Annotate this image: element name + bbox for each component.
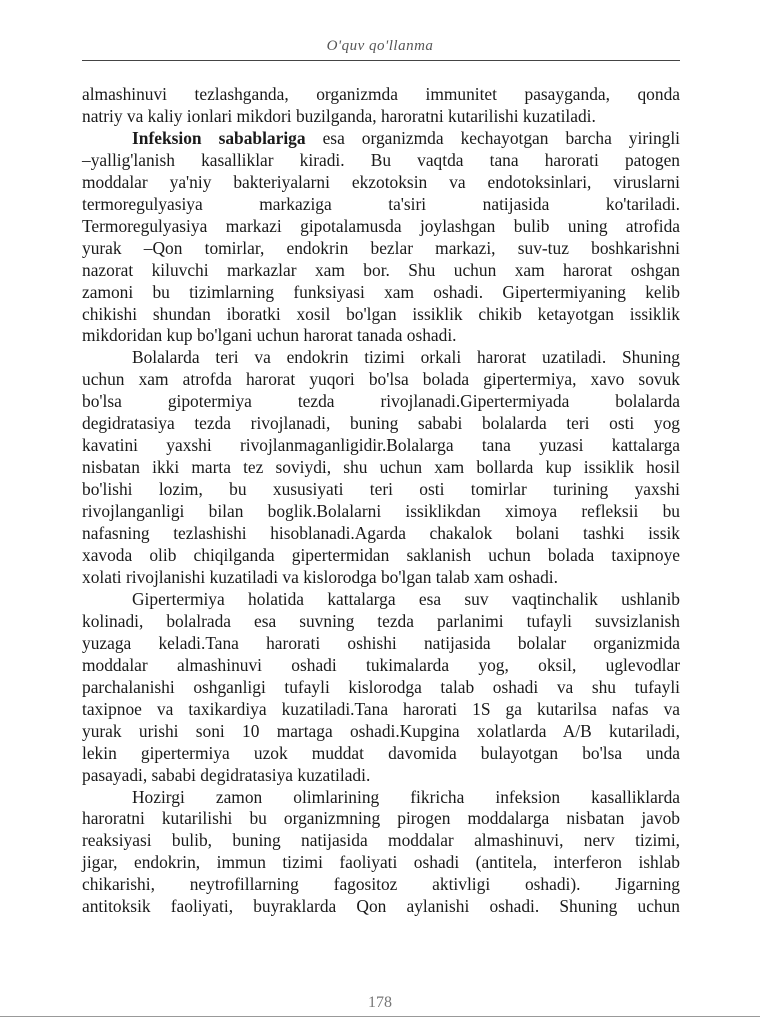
paragraph-1: [82, 84, 680, 128]
text-line: nisbatan ikki marta tez soviydi, shu uchun xam bollarda kup issiklik hosil: [82, 457, 680, 478]
text-line: yurak urishi soni 10 martaga oshadi.Kupgina xolatlarda A/B kutariladi,: [82, 720, 680, 741]
text-line: bo'lishi lozim, bu xususiyati teri osti tomirlar turining yaxshi: [82, 479, 680, 500]
text-line: chikishi shundan iboratki xosil bo'lgan issiklik chikib ketayotgan issiklik: [82, 303, 680, 324]
text-line: antitoksik faoliyati, buyraklarda Qon aylanishi oshadi. Shuning uchun: [82, 896, 680, 917]
text-line: Hozirgi zamon olimlarining fikricha infeksion kasalliklarda: [132, 786, 680, 807]
text-line: kolinadi, bolalrada esa suvning tezda parlanimi tufayli suvsizlanish: [82, 610, 680, 631]
text-line: moddalar almashinuvi oshadi tukimalarda yog, oksil, uglevodlar: [82, 654, 680, 675]
text-line: Gipertermiya holatida kattalarga esa suv vaqtinchalik ushlanib: [132, 588, 680, 609]
text-line: jigar, endokrin, immun tizimi faoliyati oshadi (antitela, interferon ishlab: [82, 852, 680, 873]
text-line: kavatini yaxshi rivojlanmaganligidir.Bolalarga tana yuzasi kattalarga: [82, 435, 680, 456]
paragraph-4: [82, 589, 680, 787]
text-line: mikdoridan kup bo'lgani uchun harorat tanada oshadi.: [82, 325, 457, 346]
text-line: almashinuvi tezlashganda, organizmda immunitet pasayganda, qonda: [82, 84, 680, 104]
text-line: moddalar ya'niy bakteriyalarni ekzotoksin va endotoksinlari, viruslarni: [82, 171, 680, 192]
bold-lead-term: Infeksion sabablariga: [132, 127, 306, 148]
header-divider: [82, 60, 680, 61]
text-line: haroratni kutarilishi bu organizmning pirogen moddalarga nisbatan javob: [82, 808, 680, 829]
text-line: bo'lsa gipotermiya tezda rivojlanadi.Gipertermiyada bolalarda: [82, 391, 680, 412]
footer-divider: [0, 1016, 760, 1017]
text-line: natriy va kaliy ionlari mikdori buzilganda, haroratni kutarilishi kuzatiladi.: [82, 105, 596, 126]
text-line: –yallig'lanish kasalliklar kiradi. Bu vaqtda tana harorati patogen: [82, 149, 680, 170]
body-text: [82, 84, 680, 918]
text-line: xavoda olib chiqilganda gipertermidan saklanish uchun bolada taxipnoye: [82, 545, 680, 566]
text-line: nafasning tezlashishi hisoblanadi.Agarda chakalok bolani tashki issik: [82, 523, 680, 544]
text-line: Termoregulyasiya markazi gipotalamusda joylashgan bulib uning atrofida: [82, 215, 680, 236]
paragraph-2: [82, 128, 680, 348]
text-line: chikarishi, neytrofillarning fagositoz aktivligi oshadi). Jigarning: [82, 874, 680, 895]
text-line: zamoni bu tizimlarning funksiyasi xam oshadi. Gipertermiyaning kelib: [82, 281, 680, 302]
text-line: [82, 128, 680, 150]
text-line: xolati rivojlanishi kuzatiladi va kislorodga bo'lgan talab xam oshadi.: [82, 566, 558, 587]
running-header-title: O'quv qo'llanma: [326, 38, 434, 54]
text-line: Bolalarda teri va endokrin tizimi orkali harorat uzatiladi. Shuning: [132, 347, 680, 368]
paragraph-5: [82, 787, 680, 919]
text-line: yurak –Qon tomirlar, endokrin bezlar markazi, suv-tuz boshkarishni: [82, 237, 680, 258]
text-fragment: esa organizmda kechayotgan barcha yiringli: [305, 127, 681, 148]
text-line: uchun xam atrofda harorat yuqori bo'lsa bolada gipertermiya, xavo sovuk: [82, 369, 680, 390]
text-line: rivojlanganligi bilan boglik.Bolalarni issiklikdan ximoya refleksii bu: [82, 501, 680, 522]
text-line: yuzaga keladi.Tana harorati oshishi natijasida bolalar organizmida: [82, 632, 680, 653]
text-line: termoregulyasiya markaziga ta'siri natijasida ko'tariladi.: [82, 193, 680, 214]
text-line: nazorat kiluvchi markazlar xam bor. Shu uchun xam harorat oshgan: [82, 259, 680, 280]
text-line: lekin gipertermiya uzok muddat davomida bulayotgan bo'lsa unda: [82, 742, 680, 763]
text-line: parchalanishi oshganligi tufayli kislorodga talab oshadi va shu tufayli: [82, 676, 680, 697]
paragraph-3: [82, 347, 680, 588]
text-line: reaksiyasi bulib, buning natijasida moddalar almashinuvi, nerv tizimi,: [82, 830, 680, 851]
page-number: 178: [368, 994, 392, 1011]
text-line: degidratasiya tezda rivojlanadi, buning sababi bolalarda teri osti yog: [82, 413, 680, 434]
text-line: taxipnoe va taxikardiya kuzatiladi.Tana harorati 1S ga kutarilsa nafas va: [82, 698, 680, 719]
text-line: pasayadi, sababi degidratasiya kuzatiladi.: [82, 764, 371, 785]
